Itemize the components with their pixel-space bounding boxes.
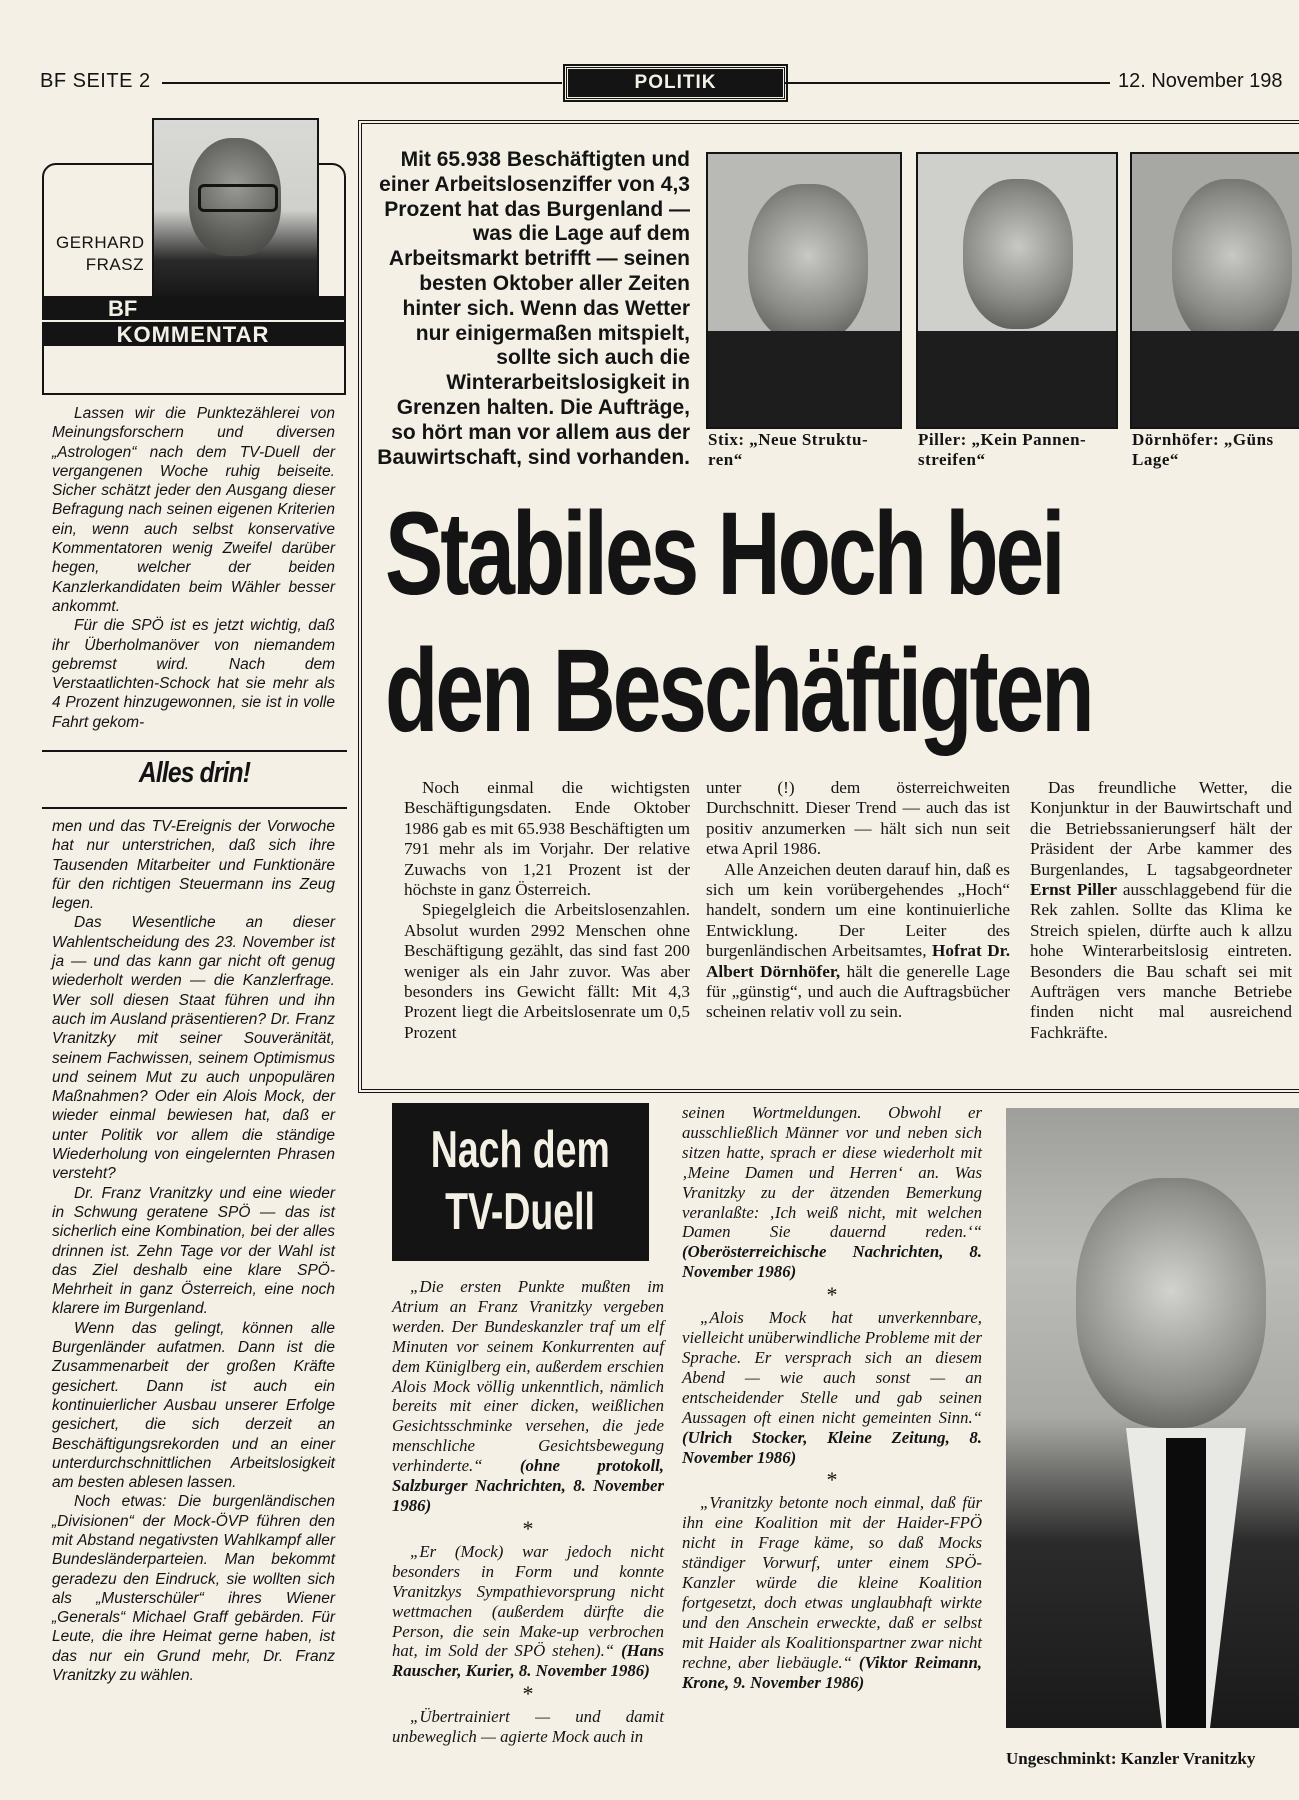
lead-column-3: Das freundliche Wetter, die Konjunktur in der Bauwirtschaft und die Betriebssanierungserf hält der Präsident der Arbe kammer des Burgenlandes, L tagsabgeordneter Ernst Piller ausschlaggebend für die Rek zahlen. Sollte das Klima ke Streich spielen, dürfte auch k allzu hohe Winterarbeitslosig eintreten. Besonders die Bau schaft sei mit Aufträgen vers manche Betriebe finden nicht mal ausreichend Fachkräfte. — [1030, 778, 1292, 1042]
author-name: GERHARD FRASZ — [56, 233, 145, 274]
section-tag: POLITIK — [565, 66, 786, 100]
photo-stix — [706, 152, 902, 429]
subhead-rule-top — [42, 750, 347, 752]
vranitzky-photo — [1006, 1108, 1299, 1728]
commentary-label: KOMMENTAR — [42, 320, 344, 348]
lead-column-1: Noch einmal die wichtigsten Beschäftigungsdaten. Ende Oktober 1986 gab es mit 65.938 Beschäftigten um 791 mehr als im Vorjahr. Der relative Zuwachs von 1,21 Prozent ist der höchste in ganz Österreich. Spiegelgleich die Arbeitslosenzahlen. Absolut wurden 2992 Menschen ohne Beschäftigung gezählt, das sind fast 200 weniger als ein Jahr zuvor. Was aber besonders ins Gewicht fällt: Mit 4,3 Prozent liegt die Arbeitslosenrate um 0,5 Prozent — [404, 778, 690, 1042]
issue-date: 12. November 198 — [1118, 70, 1283, 92]
caption-stix: Stix: „Neue Struktu- ren“ — [708, 430, 869, 469]
quotes-column-1: „Die ersten Punkte mußten im Atrium an Franz Vranitzky vergeben werden. Der Bundeskanzler traf um elf Minuten vor seinem Konkurrenten auf dem Küniglberg ein, außerdem erschien Alois Mock völlig unkenntlich, nämlich bereits mit einer dicken, weißlichen Gesichtsschminke versehen, die jede menschliche Gesichtsbewegung verhinderte.“ (ohne protokoll, Salzburger Nachrichten, 8. November 1986) * „Er (Mock) war jedoch nicht besonders in Form und konnte Vranitzkys Sympathievorsprung nicht wettmachen (außerdem dürfte die Person, die sein Make-up verbrochen hat, im Sold der SPÖ stehen).“ (Hans Rauscher, Kurier, 8. November 1986) * „Übertrainiert — und damit unbeweglich — agierte Mock auch in — [392, 1277, 664, 1747]
commentary-text-top: Lassen wir die Punktezählerei von Meinungsforschern und diversen „Astrologen“ nach dem TV-Duell der vergangenen Woche ruhig beiseite. Sicher schätzt jeder den Ausgang dieser Befragung nach seinen eigenen Kriterien ein, wenn auch selbst konservative Kommentatoren wenig Zweifel darüber hegen, welcher der beiden Kanzlerkandidaten beim Wähler besser ankommt. Für die SPÖ ist es jetzt wichtig, daß ihr Überholmanöver von niemandem gebremst wird. Nach dem Verstaatlichten-Schock hat sie mehr als 4 Prozent hinzugewonnen, sie ist in volle Fahrt gekom- — [52, 405, 335, 731]
header-rule-left — [162, 82, 562, 84]
quotes-column-2: seinen Wortmeldungen. Obwohl er ausschließlich Männer vor und neben sich sitzen hatte, sprach er diese wiederholt mit ‚Meine Damen und Herren‘ an. Was Vranitzky zu der ätzenden Bemerkung veranlaßte: ‚Ich weiß nicht, mit welchen Damen Sie dauernd reden.‘“ (Oberösterreichische Nachrichten, 8. November 1986) * „Alois Mock hat unverkennbare, vielleicht unüberwindliche Probleme mit der Sprache. Er versprach sich an diesem Abend — wie auch sonst — an entscheidender Stelle und gab seinen Aussagen oft einen nicht gemeinten Sinn.“ (Ulrich Stocker, Kleine Zeitung, 8. November 1986) * „Vranitzky betonte noch einmal, daß für ihn eine Koalition mit der Haider-FPÖ nicht in Frage käme, so daß Mocks ständiger Vorwurf, unter einem SPÖ-Kanzler würde die kleine Koalition fortgesetzt, doch etwas unglaubhaft wirkte und den Anschein erweckte, daß er selbst mit Haider als Koalitionspartner zwar nicht rechne, aber liebäugle.“ (Viktor Reimann, Krone, 9. November 1986) — [682, 1103, 983, 1692]
tv-duell-title: Nach dem TV-Duell — [392, 1103, 649, 1261]
headline-line-1: Stabiles Hoch bei — [385, 488, 1063, 620]
headline-line-2: den Beschäftigten — [385, 625, 1092, 757]
lead-column-2: unter (!) dem österreichweiten Durchschnitt. Dieser Trend — auch das ist positiv anzumerken — hält sich nun seit etwa April 1986. Alle Anzeichen deuten darauf hin, daß es sich um kein vorübergehendes „Hoch“ handelt, sondern um eine kontinuierliche Entwicklung. Der Leiter des burgenländischen Arbeitsamtes, Hofrat Dr. Albert Dörnhöfer, hält die generelle Lage für „günstig“, und auch die Auftragsbücher scheinen relativ voll zu sein. — [706, 778, 1010, 1022]
lead-intro: Mit 65.938 Beschäftigten und einer Arbeitslosenziffer von 4,3 Prozent hat das Burgenland — was die Lage auf dem Arbeitsmarkt betrifft — seinen besten Oktober aller Zeiten hinter sich. Wenn das Wetter nur einigermaßen mitspielt, sollte sich auch die Winterarbeitslosigkeit in Grenzen halten. Die Aufträge, so hört man vor allem aus der Bauwirtschaft, sind vorhanden. — [377, 148, 690, 469]
subhead-rule-bottom — [42, 807, 347, 809]
author-portrait — [152, 118, 319, 302]
photo-piller — [916, 152, 1118, 429]
caption-doernhoefer: Dörnhöfer: „Güns Lage“ — [1132, 430, 1274, 469]
commentary-banner — [42, 296, 344, 346]
brand-label: BF — [108, 296, 138, 321]
page-label: BF SEITE 2 — [40, 70, 151, 92]
commentary-subhead: Alles drin! — [138, 757, 251, 789]
caption-piller: Piller: „Kein Pannen- streifen“ — [918, 430, 1087, 469]
commentary-text-bottom: men und das TV-Ereignis der Vorwoche hat nur unterstrichen, daß sich ihre Tausenden Mitarbeiter und Funktionäre für den richtigen Steuermann ins Zeug legen. Das Wesentliche an dieser Wahlentscheidung des 23. November ist ja — und das kann gar nicht oft genug wiederholt werden — die Kanzlerfrage. Wer soll diesen Staat führen und ihn auch im Ausland präsentieren? Dr. Franz Vranitzky mit seiner Souveränität, seinem Fachwissen, seinem Optimismus und seinem Mut zu auch unpopulären Maßnahmen? Oder ein Alois Mock, der wieder einmal bewiesen hat, daß er unter Politik vor allem die ständige Wiederholung von eingelernten Phrasen versteht? Dr. Franz Vranitzky und eine wieder in Schwung geratene SPÖ — das ist sicherlich eine Kombination, bei der alles drinnen ist. Zehn Tage vor der Wahl ist das Ziel deshalb eine klare SPÖ-Mehrheit in ganz Österreich, eine noch klarere im Burgenland. Wenn das gelingt, können alle Burgenländer aufatmen. Dann ist die Zusammenarbeit der großen Kräfte gesichert. Dann ist auch ein kontinuierlicher Ausbau unserer Erfolge gesichert, die sich derzeit an Beschäftigungsrekorden und an einer unterdurchschnittlichen Arbeitslosigkeit am besten ablesen lassen. Noch etwas: Die burgenländischen „Divisionen“ der Mock-ÖVP führen den mit Abstand negativsten Wahlkampf aller Bundesländerparteien. Man bekommt geradezu den Eindruck, sie wollten sich als „Musterschüler“ ihres Wiener „Generals“ Michael Graff gebärden. Für Leute, die ihre Heimat gerne haben, ist das nur ein Grund mehr, Dr. Franz Vranitzky zu wählen. — [52, 818, 335, 1685]
header-rule-right — [785, 82, 1110, 84]
vranitzky-caption: Ungeschminkt: Kanzler Vranitzky — [1006, 1749, 1256, 1768]
photo-doernhoefer — [1130, 152, 1299, 429]
